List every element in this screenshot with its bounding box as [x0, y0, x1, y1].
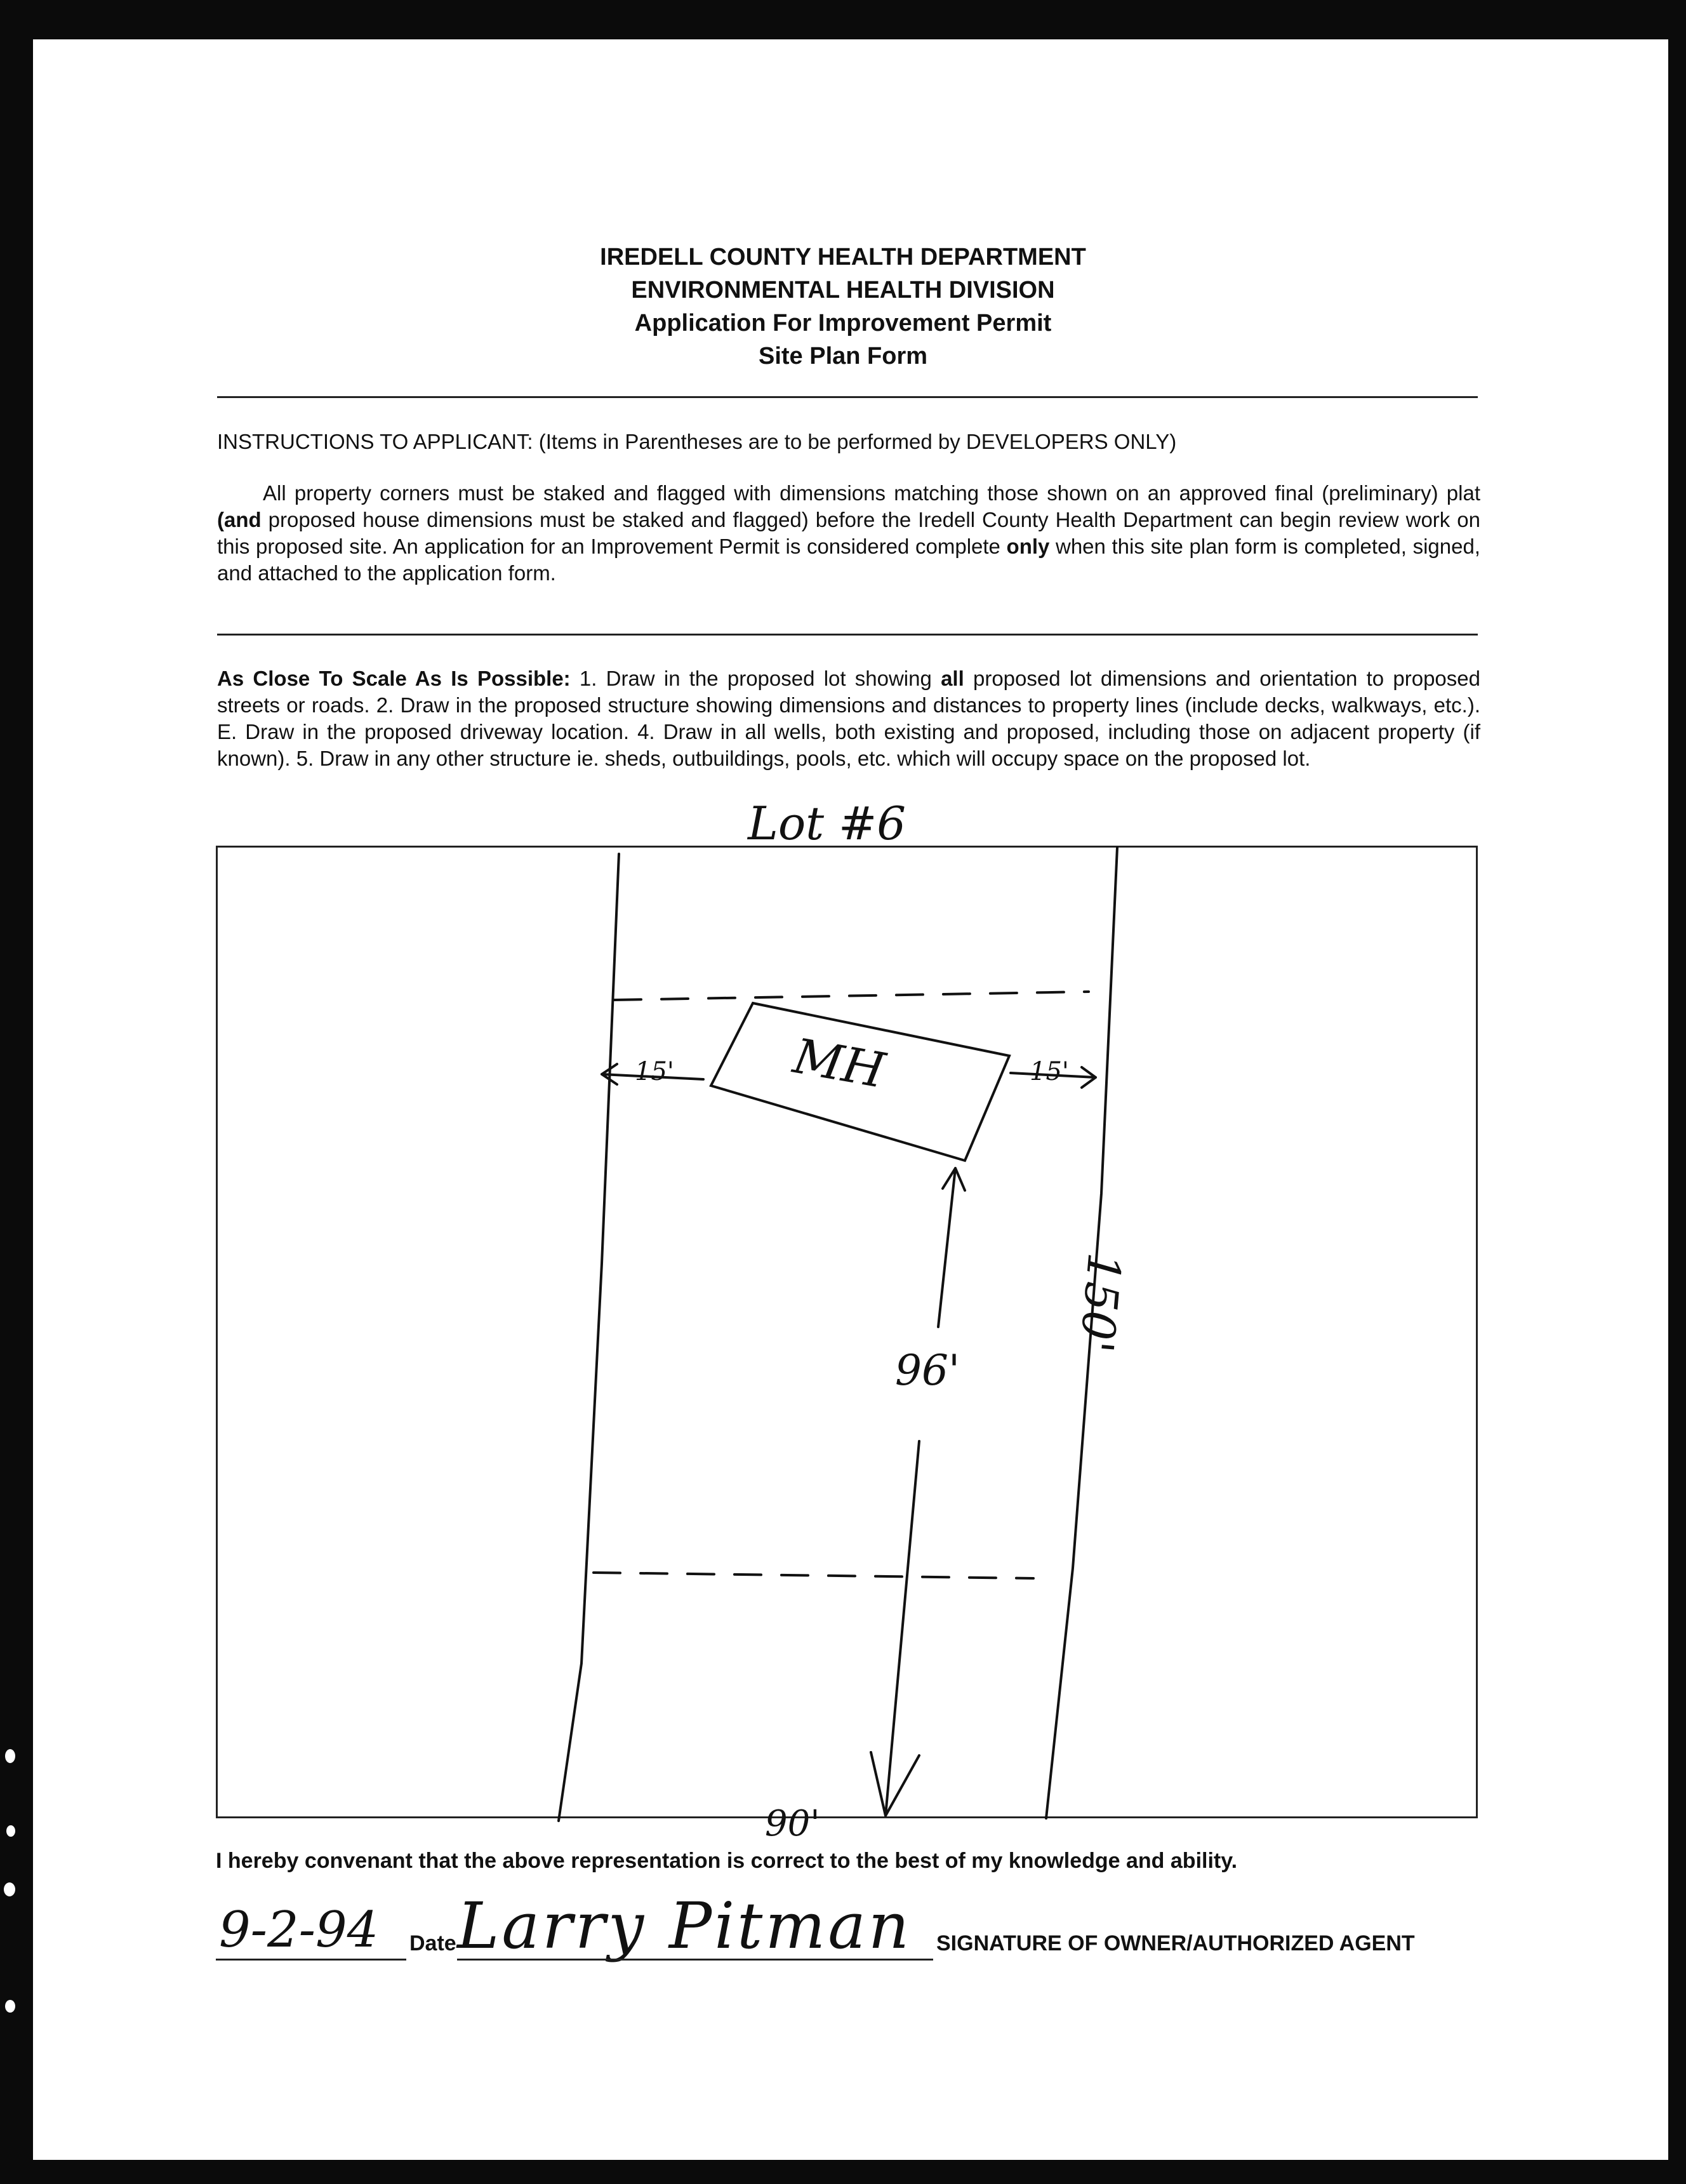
application-title: Application For Improvement Permit: [634, 310, 1052, 336]
form-title: Site Plan Form: [758, 343, 928, 370]
frontage-label: 90': [765, 1803, 820, 1844]
scale-instructions: As Close To Scale As Is Possible: 1. Draw in the proposed lot showing all proposed lot dimensions and orientation to proposed streets or roads. 2. Draw in the proposed structure showing dimensions and distances to property lines (include decks, walkways, etc.). E. Draw in the proposed driveway location. 4. Draw in all wells, both existing and proposed, including those on adjacent property (if known). 5. Draw in any other structure ie. sheds, outbuildings, pools, etc. which will occupy space on the proposed lot.: [217, 667, 1480, 770]
scan-speck: [5, 1749, 15, 1763]
instructions-heading: INSTRUCTIONS TO APPLICANT: (Items in Parentheses are to be performed by DEVELOPERS ONLY): [217, 430, 1177, 453]
division-title: ENVIRONMENTAL HEALTH DIVISION: [631, 277, 1055, 303]
signature-value: Larry Pitman: [457, 1889, 912, 1963]
date-label: Date: [409, 1931, 456, 1955]
scan-speck: [5, 2000, 15, 2013]
structure-label: MH: [789, 1027, 889, 1099]
scan-speck: [6, 1825, 15, 1837]
department-title: IREDELL COUNTY HEALTH DEPARTMENT: [600, 244, 1086, 270]
scan-speck: [4, 1882, 15, 1896]
depth-label: 96': [895, 1346, 960, 1395]
certification-statement: I hereby convenant that the above representation is correct to the best of my knowledge and ability.: [216, 1849, 1238, 1873]
side-length-label: 150': [1069, 1251, 1132, 1355]
instructions-paragraph: All property corners must be staked and flagged with dimensions matching those shown on an approved final (preliminary) plat (and proposed house dimensions must be staked and flagged) before the Iredell County Health Department can begin review work on this proposed site. An application for an Improvement Permit is considered complete only when this site plan form is completed, signed, and attached to the application form.: [217, 481, 1480, 585]
date-line: [216, 1959, 406, 1961]
right-setback-label: 15': [1030, 1057, 1069, 1086]
left-setback-label: 15': [635, 1057, 674, 1086]
date-value: 9-2-94: [219, 1901, 379, 1959]
site-plan-drawing-area: [216, 846, 1478, 1818]
signature-label: SIGNATURE OF OWNER/AUTHORIZED AGENT: [936, 1931, 1415, 1955]
instructions-divider: [217, 634, 1478, 636]
signature-line: [457, 1959, 933, 1961]
lot-label: Lot #6: [748, 797, 906, 850]
header-divider: [217, 396, 1478, 398]
